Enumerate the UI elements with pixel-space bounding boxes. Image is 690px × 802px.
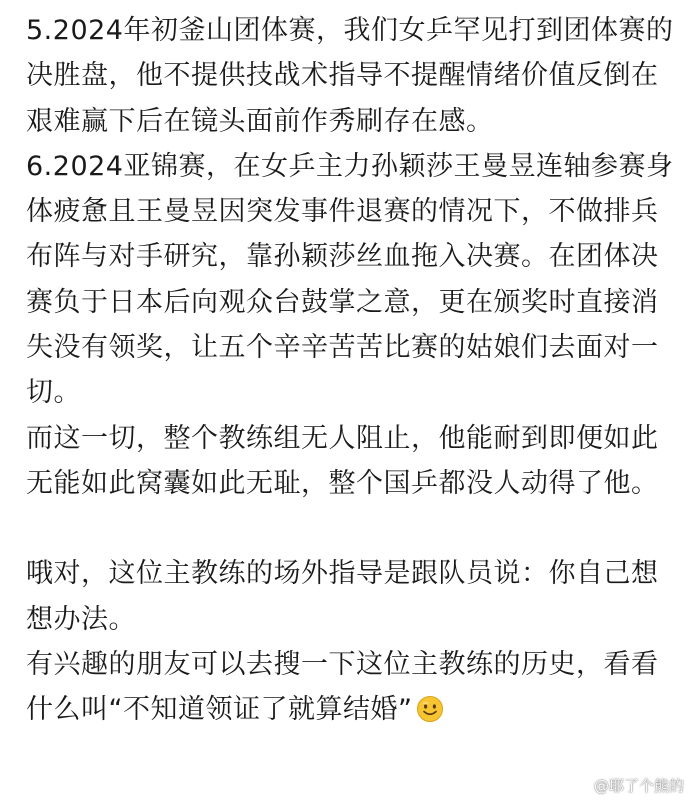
post-paragraph-1: 5.2024年初釜山团体赛，我们女乒罕见打到团体赛的决胜盘，他不提供技战术指导不提醒情绪价值反倒在艰难赢下后在镜头面前作秀刷存在感。	[26, 15, 674, 137]
post-paragraph-5-text: 有兴趣的朋友可以去搜一下这位主教练的历史，看看什么叫“不知道领证了就算结婚”	[26, 648, 659, 726]
weibo-logo-icon	[568, 777, 590, 795]
smile-emoji-icon	[416, 695, 444, 723]
post-paragraph-5	[26, 642, 676, 733]
post-paragraph-3: 而这一切，整个教练组无人阻止，他能耐到即便如此无能如此窝囊如此无耻，整个国乒都没人动得了他。	[26, 422, 659, 499]
weibo-watermark	[568, 775, 684, 796]
post-body	[26, 8, 676, 732]
post-paragraph-4: 哦对，这位主教练的场外指导是跟队员说：你自己想想办法。	[26, 558, 659, 635]
post-paragraph-2: 6.2024亚锦赛，在女乒主力孙颖莎王曼昱连轴参赛身体疲惫且王曼昱因突发事件退赛的情况下，不做排兵布阵与对手研究，靠孙颖莎丝血拖入决赛。在团体决赛负于日本后向观众台鼓掌之意，更在颁奖时直接消失没有领奖，让五个辛辛苦苦比赛的姑娘们去面对一切。	[26, 150, 674, 409]
blank-line	[26, 506, 676, 551]
watermark-text: @耶了个熊的	[593, 777, 684, 795]
